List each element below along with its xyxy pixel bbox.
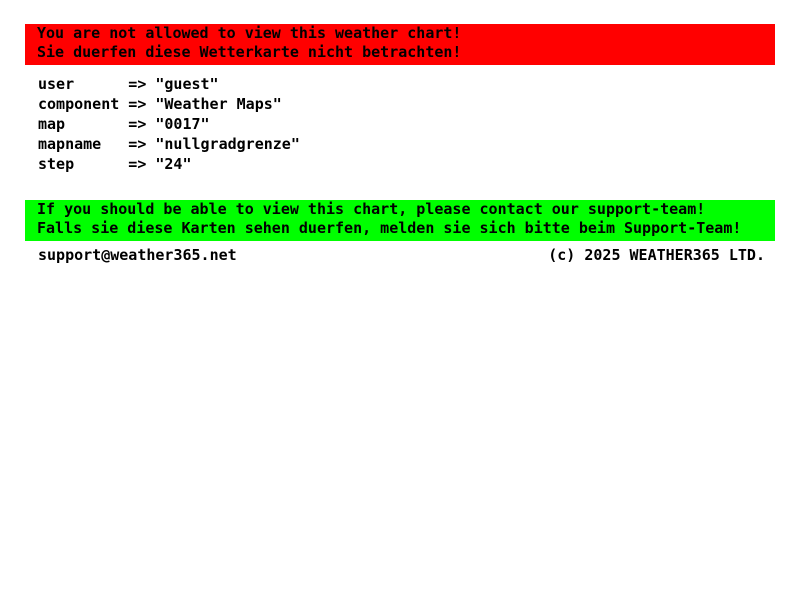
support-message-en: If you should be able to view this chart, please contact our support-team! [37, 200, 706, 218]
copyright-notice: (c) 2025 WEATHER365 LTD. [548, 246, 765, 264]
error-banner [25, 24, 775, 65]
detail-row-mapname [38, 134, 300, 154]
detail-arrow: => [128, 95, 147, 113]
detail-row-user [38, 74, 300, 94]
detail-row-step [38, 154, 300, 174]
detail-value: "Weather Maps" [155, 95, 282, 113]
support-message-de: Falls sie diese Karten sehen duerfen, melden sie sich bitte beim Support-Team! [37, 219, 742, 237]
error-message-de: Sie duerfen diese Wetterkarte nicht betrachten! [37, 43, 462, 61]
footer [38, 245, 765, 265]
support-email: support@weather365.net [38, 246, 237, 264]
support-banner [25, 200, 775, 241]
detail-key: mapname [38, 135, 102, 153]
error-message-en: You are not allowed to view this weather chart! [37, 24, 462, 42]
detail-value: "guest" [155, 75, 219, 93]
detail-key: component [38, 95, 120, 113]
detail-arrow: => [128, 115, 147, 133]
detail-arrow: => [128, 135, 147, 153]
detail-row-component [38, 94, 300, 114]
detail-value: "nullgradgrenze" [155, 135, 300, 153]
detail-value: "24" [155, 155, 192, 173]
detail-arrow: => [128, 75, 147, 93]
detail-arrow: => [128, 155, 147, 173]
detail-key: step [38, 155, 75, 173]
detail-value: "0017" [155, 115, 210, 133]
detail-key: map [38, 115, 66, 133]
detail-key: user [38, 75, 75, 93]
detail-row-map [38, 114, 300, 134]
request-details [38, 74, 300, 174]
